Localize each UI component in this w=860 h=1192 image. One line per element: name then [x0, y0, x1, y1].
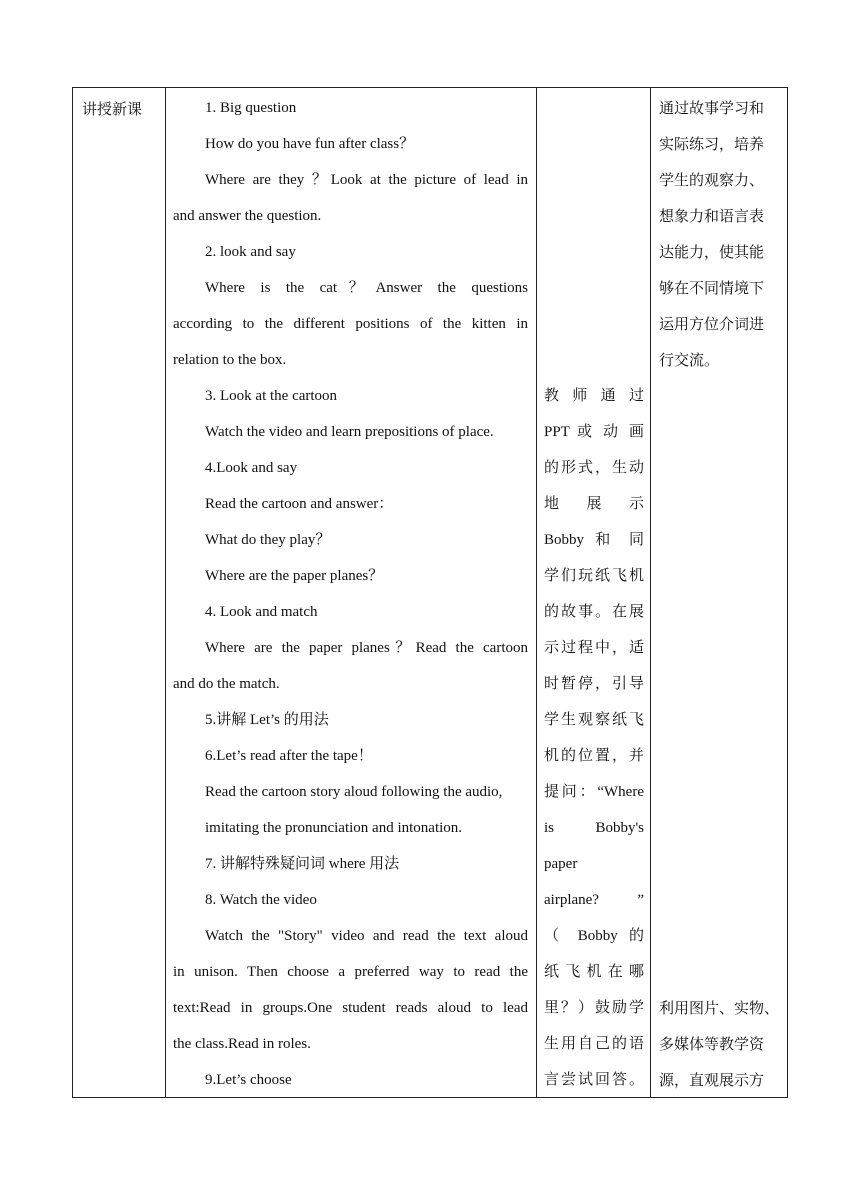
purpose-line: 行交流。 [659, 351, 720, 369]
procedure-line: 1. Big question [205, 100, 297, 116]
teacher-line: 言尝试回答。 [544, 1072, 644, 1088]
purpose-line: 利用图片、实物、 [659, 999, 780, 1017]
teacher-line: Bobby 和 同 [544, 532, 644, 548]
teacher-line: 时暂停，引导 [544, 676, 644, 692]
procedure-column [165, 88, 536, 1097]
procedure-line: 7. 讲解特殊疑问词 where 用法 [205, 856, 400, 872]
purpose-line: 实际练习，培养 [659, 135, 765, 153]
lesson-plan-table [72, 87, 788, 1098]
procedure-line: 4.Look and say [205, 460, 298, 476]
purpose-line: 运用方位介词进 [659, 315, 765, 333]
procedure-line: Where are the paper planes？ [205, 568, 384, 584]
teacher-line: airplane? ” [544, 892, 644, 908]
procedure-line: 2. look and say [205, 244, 296, 260]
procedure-line: Where are the paper planes？Read the cartoon [205, 640, 528, 656]
procedure-line: according to the different positions of the kitten in [173, 316, 528, 332]
teacher-line: 地 展 示 [544, 496, 644, 512]
procedure-line: Where is the cat？Answer the questions [205, 280, 528, 296]
procedure-line: Watch the video and learn prepositions of place. [205, 424, 494, 440]
teacher-line: （ Bobby 的 [544, 928, 644, 944]
procedure-line: Watch the "Story" video and read the text aloud [205, 928, 528, 944]
procedure-line: 9.Let’s choose [205, 1072, 292, 1088]
teacher-line: 示过程中，适 [544, 640, 644, 656]
procedure-line: 3. Look at the cartoon [205, 388, 338, 404]
teacher-line: 教 师 通 过 [544, 388, 644, 404]
procedure-line: text:Read in groups.One student reads aloud to lead [173, 1000, 528, 1016]
teacher-line: is Bobby's [544, 820, 644, 836]
teacher-line: 的形式，生动 [544, 460, 644, 476]
design-purpose-column [650, 88, 789, 1097]
procedure-line: How do you have fun after class？ [205, 136, 415, 152]
teacher-line: 学们玩纸飞机 [544, 568, 644, 584]
purpose-line: 通过故事学习和 [659, 99, 765, 117]
teacher-line: 机的位置，并 [544, 748, 644, 764]
procedure-line: Read the cartoon and answer： [205, 496, 394, 512]
procedure-line: and answer the question. [173, 208, 322, 224]
procedure-line: Read the cartoon story aloud following the audio, [205, 784, 503, 800]
teacher-line: 提问：“Where [544, 784, 644, 800]
procedure-line: 8. Watch the video [205, 892, 317, 908]
purpose-line: 想象力和语言表 [659, 207, 765, 225]
procedure-line: the class.Read in roles. [173, 1036, 311, 1052]
procedure-line: and do the match. [173, 676, 280, 692]
teacher-line: paper [544, 856, 578, 872]
teacher-line: 的故事。在展 [544, 604, 644, 620]
purpose-line: 达能力，使其能 [659, 243, 765, 261]
teacher-line: 纸 飞 机 在 哪 [544, 964, 644, 980]
procedure-line: What do they play？ [205, 532, 331, 548]
procedure-line: 4. Look and match [205, 604, 318, 620]
procedure-line: in unison. Then choose a preferred way to read the [173, 964, 528, 980]
procedure-line: 6.Let’s read after the tape！ [205, 748, 373, 764]
teacher-line: 里？）鼓励学 [544, 1000, 644, 1016]
teacher-activity-column [536, 88, 650, 1097]
procedure-line: 5.讲解 Let’s 的用法 [205, 712, 329, 728]
teacher-line: 学生观察纸飞 [544, 712, 644, 728]
procedure-line: relation to the box. [173, 352, 287, 368]
purpose-line: 多媒体等教学资 [659, 1035, 765, 1053]
purpose-line: 学生的观察力、 [659, 171, 765, 189]
teacher-line: 生用自己的语 [544, 1036, 644, 1052]
purpose-line: 源，直观展示方 [659, 1071, 765, 1089]
teacher-line: PPT 或 动 画 [544, 424, 644, 440]
procedure-line: Where are they ？Look at the picture of lead in [205, 172, 528, 188]
purpose-line: 够在不同情境下 [659, 279, 765, 297]
stage-column [73, 88, 165, 1097]
procedure-line: imitating the pronunciation and intonation. [205, 820, 463, 836]
stage-label: 讲授新课 [82, 100, 143, 118]
